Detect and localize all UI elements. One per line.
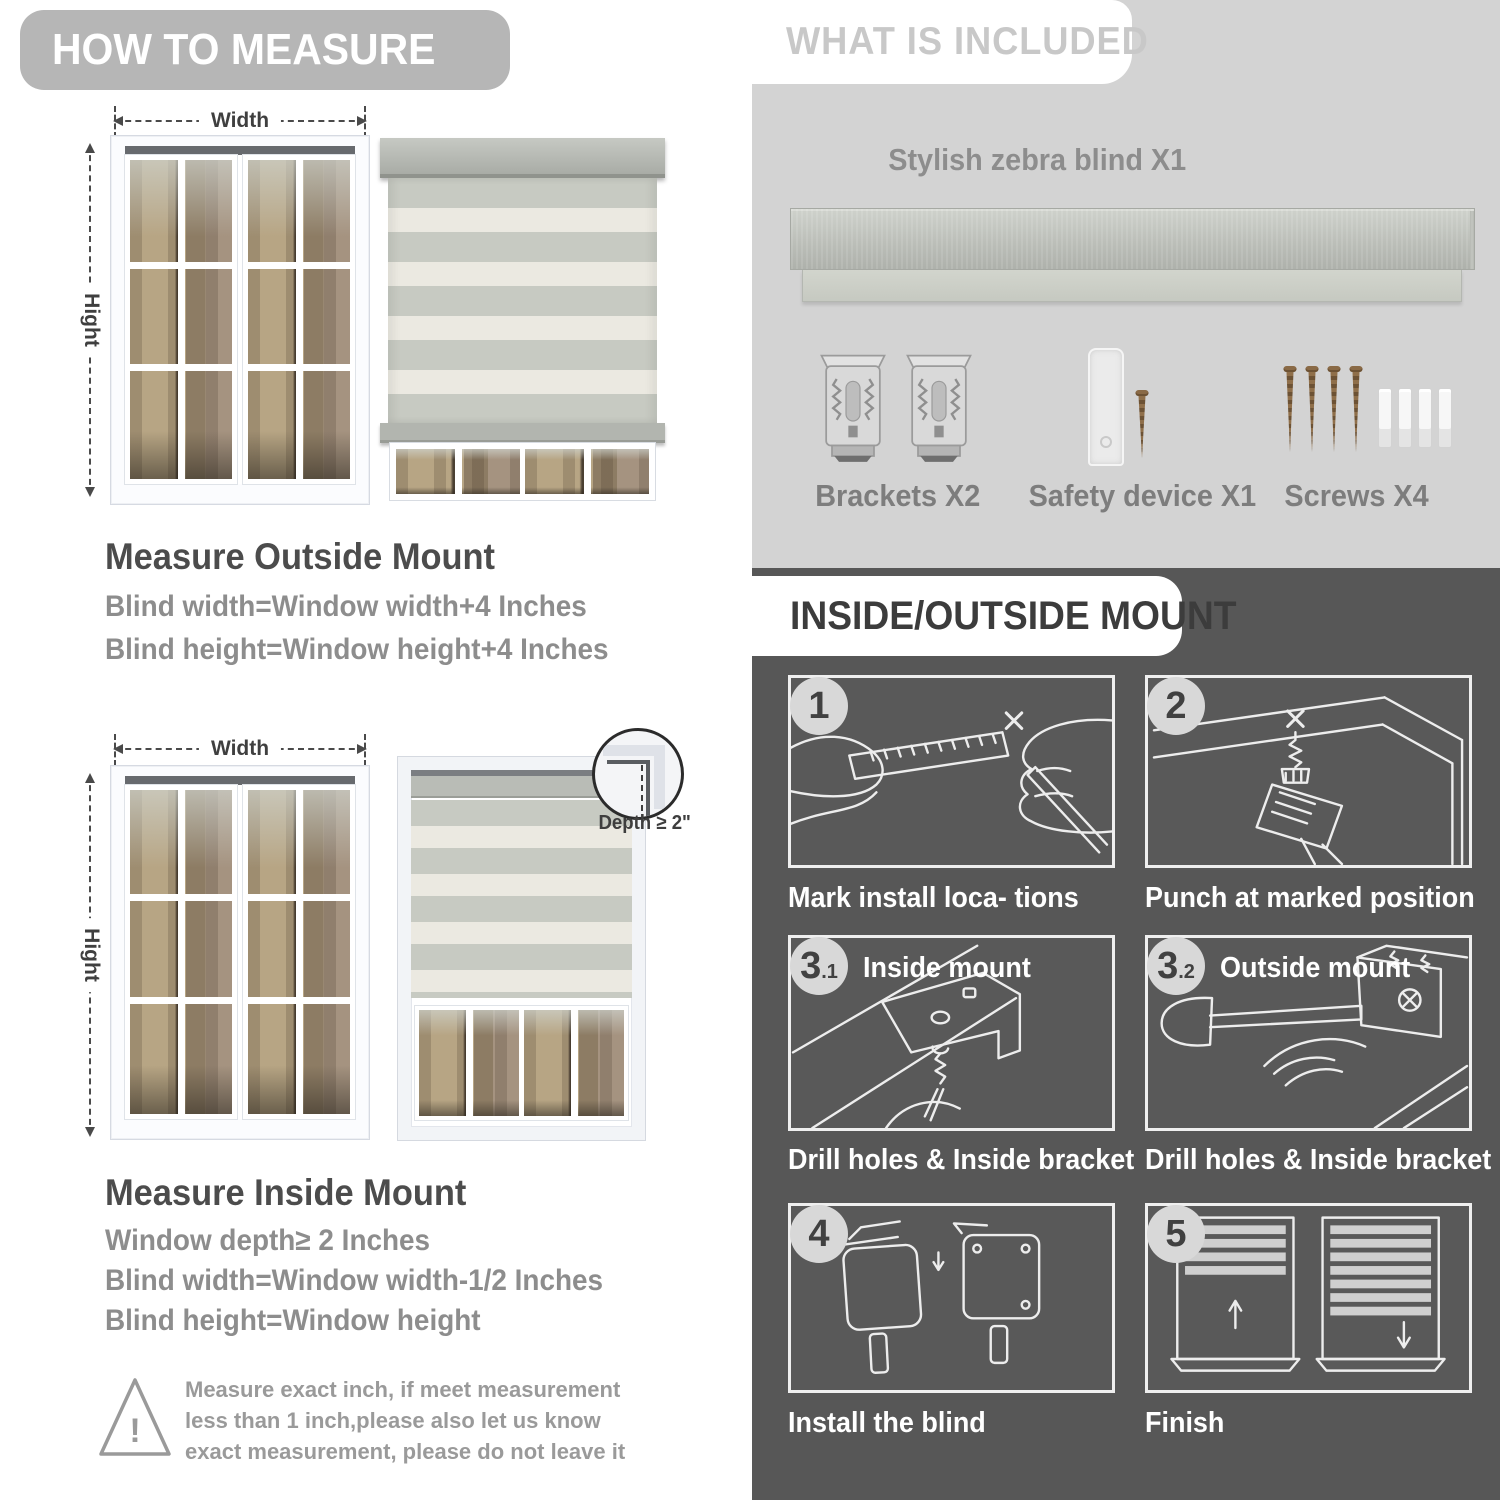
step1-caption: Mark install loca- tions	[788, 882, 1079, 914]
window-under-blind	[415, 1006, 628, 1120]
mount-section	[752, 568, 1500, 1500]
tick-icon	[114, 106, 116, 138]
zebra-blind-fabric-lip	[802, 270, 1462, 302]
wall-anchor-icon	[1398, 388, 1412, 448]
height-label: Hight	[79, 918, 103, 992]
inside-mount-title: Measure Inside Mount	[105, 1172, 467, 1213]
wall-anchor-icon	[1418, 388, 1432, 448]
mount-header	[752, 576, 1237, 656]
window-frame	[125, 146, 355, 484]
tick-icon	[364, 734, 366, 766]
arrow-down-icon	[85, 487, 95, 497]
step-panel-4	[788, 1203, 1115, 1393]
inside-mount-line1: Window depth≥ 2 Inches	[105, 1224, 431, 1257]
step-panel-3-1	[788, 935, 1115, 1131]
tick-icon	[364, 106, 366, 138]
window-casement	[125, 785, 237, 1119]
height-arrow-outside	[80, 145, 103, 495]
window-frame	[125, 776, 355, 1119]
brackets-label: Brackets X2	[814, 478, 981, 513]
step-number-badge: 3 .1	[790, 937, 848, 995]
window-casement	[125, 155, 237, 484]
depth-dashed-line	[641, 765, 643, 811]
mount-header-title: INSIDE/OUTSIDE MOUNT	[790, 594, 1237, 638]
window-photo-outside	[110, 135, 370, 505]
blind-label: Stylish zebra blind X1	[887, 142, 1186, 177]
wall-anchor-icon	[1438, 388, 1452, 448]
outside-mount-title: Measure Outside Mount	[105, 536, 496, 577]
window-casement	[243, 785, 355, 1119]
arrow-up-icon	[85, 143, 95, 153]
bracket-icon	[818, 348, 888, 466]
blind-fabric	[388, 178, 657, 423]
window-head-strip	[125, 146, 355, 155]
height-label: Hight	[79, 283, 103, 357]
step4-caption: Install the blind	[788, 1407, 986, 1439]
step-number-badge: 2	[1147, 677, 1205, 735]
window-head-strip	[125, 776, 355, 785]
step-number-badge: 5	[1147, 1205, 1205, 1263]
step-panel-5	[1145, 1203, 1472, 1393]
width-arrow-outside	[115, 109, 365, 132]
depth-callout-circle	[592, 728, 684, 820]
zebra-blind-headrail	[790, 208, 1475, 270]
bracket-icon	[904, 348, 974, 466]
how-to-measure-header	[20, 10, 510, 90]
wall-anchor-icon	[1378, 388, 1392, 448]
step-number-badge: 3 .2	[1147, 937, 1205, 995]
step3-2-caption: Drill holes & Inside bracket	[1145, 1144, 1492, 1176]
warning-text: Measure exact inch, if meet measurement less than 1 inch,please also let us know exact measurement, please do not leave it	[185, 1377, 626, 1464]
step-panel-3-2	[1145, 935, 1472, 1131]
tick-icon	[114, 734, 116, 766]
screw-icon	[1138, 390, 1146, 460]
window-photo-inside	[110, 765, 370, 1140]
arrow-down-icon	[85, 1127, 95, 1137]
what-is-included-title: WHAT IS INCLUDED	[786, 20, 1149, 63]
step-number-badge: 4	[790, 1205, 848, 1263]
outside-mount-line2: Blind height=Window height+4 Inches	[105, 633, 609, 666]
inside-mount-line3: Blind height=Window height	[105, 1304, 481, 1337]
step-panel-1	[788, 675, 1115, 868]
outside-mount-line1: Blind width=Window width+4 Inches	[105, 590, 587, 623]
warning-block	[95, 1372, 655, 1472]
included-section	[752, 0, 1500, 568]
what-is-included-header	[752, 0, 1149, 84]
arrow-up-icon	[85, 773, 95, 783]
blind-cassette	[380, 138, 665, 178]
frame-corner-line	[607, 760, 650, 817]
step3-2-title: Outside mount	[1220, 952, 1411, 984]
step5-caption: Finish	[1145, 1407, 1225, 1439]
window-under-blind	[390, 443, 655, 500]
height-arrow-inside	[80, 775, 103, 1135]
inside-mount-line2: Blind width=Window width-1/2 Inches	[105, 1264, 604, 1297]
width-label: Width	[199, 736, 281, 762]
width-label: Width	[199, 108, 281, 134]
how-to-measure-title: HOW TO MEASURE	[52, 25, 436, 74]
step3-1-caption: Drill holes & Inside bracket	[788, 1144, 1135, 1176]
step2-caption: Punch at marked position	[1145, 882, 1475, 914]
step3-1-title: Inside mount	[863, 952, 1031, 984]
blind-bottom-rail	[380, 423, 665, 443]
step-number-badge: 1	[790, 677, 848, 735]
zebra-blind-photo-outside	[380, 138, 665, 500]
screws-label: Screws X4	[1284, 478, 1430, 513]
width-arrow-inside	[115, 737, 365, 760]
window-casement	[243, 155, 355, 484]
safety-device-icon	[1088, 348, 1124, 466]
step-panel-2	[1145, 675, 1472, 868]
exclamation-icon: !	[129, 1412, 141, 1450]
depth-label: Depth ≥ 2"	[598, 812, 692, 834]
safety-device-label: Safety device X1	[1028, 478, 1257, 513]
